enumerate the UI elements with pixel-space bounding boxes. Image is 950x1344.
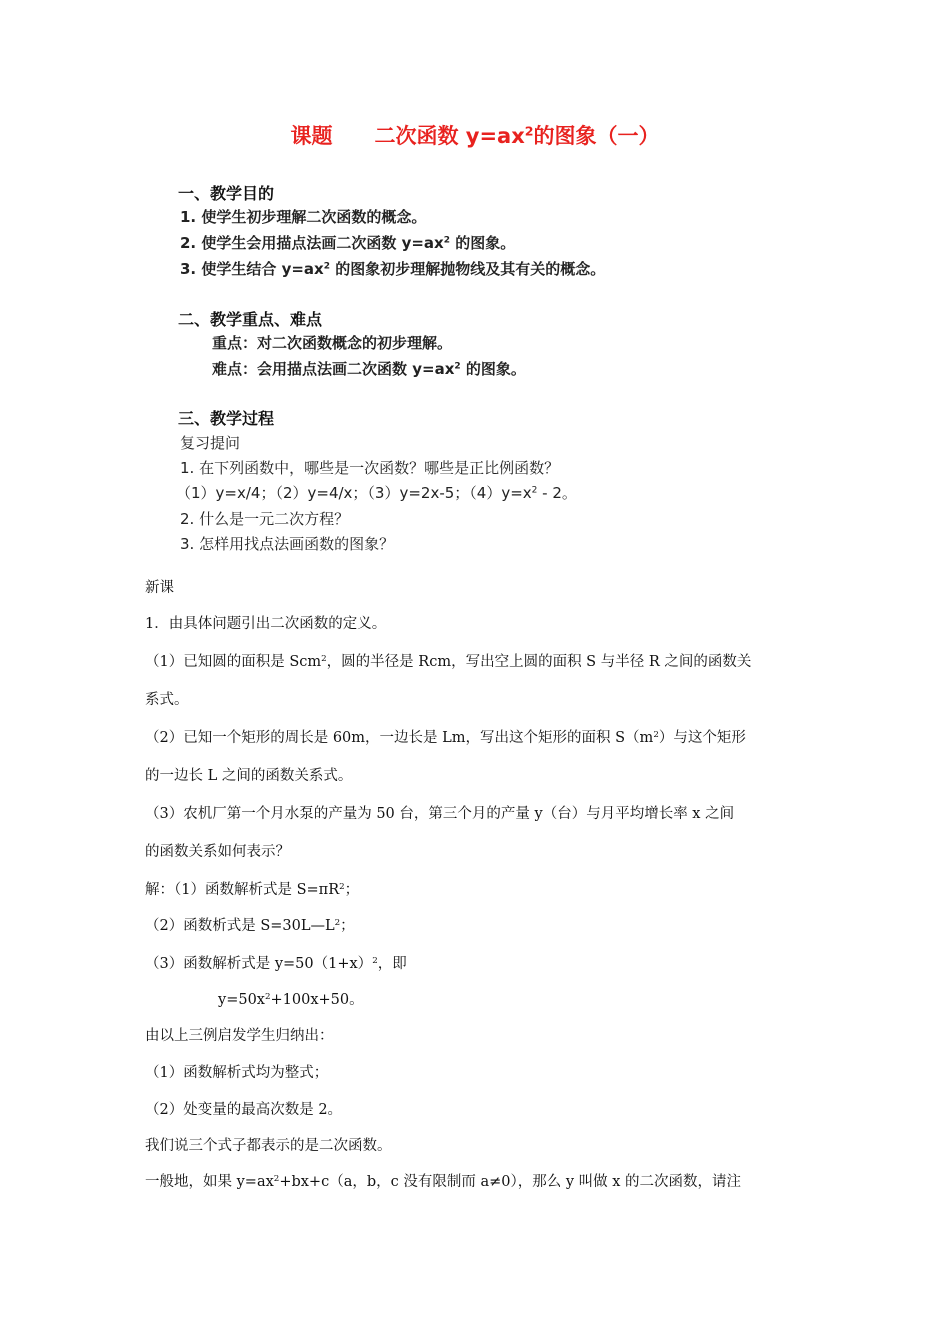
answer-2: （2）函数析式是 $S=30L—L^2$； — [145, 917, 355, 934]
answer-3-expanded: $y=50x^2+100x+50$。 — [218, 991, 364, 1008]
new-lesson-label: 新课 — [145, 580, 174, 596]
problem-1: （1）已知圆的面积是 Scm$^2$，圆的半径是 Rcm，写出空上圆的面积 S 与半径 R 之间的函数关 — [145, 653, 752, 670]
summary-point-1: （1）函数解析式均为整式； — [145, 1065, 329, 1081]
section1-item-3: 3. 使学生结合 $y=ax^2$ 的图象初步理解抛物线及其有关的概念。 — [180, 260, 606, 278]
problem-3-cont: 的函数关系如何表示？ — [145, 844, 290, 860]
answer-1: 解：（1）函数解析式是 $S=\pi R^2$； — [145, 881, 360, 898]
problem-1-cont: 系式。 — [145, 692, 189, 708]
difficult-point: 难点：会用描点法画二次函数 $y=ax^2$ 的图象。 — [212, 360, 526, 378]
definition: 一般地，如果 $y=ax^2+bx+c(a$，b，c 没有限制而 a≠0），那么 y 叫做 x 的二次函数，请注 — [145, 1173, 742, 1190]
summary-intro: 由以上三例启发学生归纳出： — [145, 1028, 334, 1044]
section2-heading: 二、教学重点、难点 — [178, 310, 323, 329]
answer-3: （3）函数解析式是 $y=50(1+x)^2$，即 — [145, 955, 407, 972]
section1-heading: 一、教学目的 — [178, 184, 275, 203]
key-point: 重点：对二次函数概念的初步理解。 — [212, 334, 453, 352]
section1-item-1: 1. 使学生初步理解二次函数的概念。 — [180, 208, 427, 226]
problem-3: （3）农机厂第一个月水泵的产量为 50 台，第三个月的产量 y（台）与月平均增长率 x 之间 — [145, 806, 735, 822]
review-title: 复习提问 — [180, 434, 241, 452]
section1-item-2: 2. 使学生会用描点法画二次函数 $y=ax^2$ 的图象。 — [180, 234, 516, 252]
review-question-1-options: （1）y=x/4；（2）y=4/x；（3）y=2x-5；$(4)y=x^2 - 2$。 — [176, 484, 577, 502]
section3-heading: 三、教学过程 — [178, 409, 275, 428]
page-title — [0, 120, 950, 150]
title-main: 二次函数 $y=ax^2$的图象（一） — [374, 123, 660, 148]
step-1: 1．由具体问题引出二次函数的定义。 — [145, 616, 387, 632]
review-question-3: 3. 怎样用找点法画函数的图象？ — [180, 535, 395, 553]
conclusion: 我们说三个式子都表示的是二次函数。 — [145, 1138, 392, 1154]
review-question-1: 1. 在下列函数中，哪些是一次函数？哪些是正比例函数？ — [180, 459, 560, 477]
problem-2: （2）已知一个矩形的周长是 60m，一边长是 Lm，写出这个矩形的面积 $S(m^2)$与这个矩形 — [145, 729, 746, 746]
review-question-2: 2. 什么是一元二次方程？ — [180, 510, 350, 528]
problem-2-cont: 的一边长 L 之间的函数关系式。 — [145, 768, 353, 784]
title-prefix: 课题 — [290, 124, 333, 148]
summary-point-2: （2）处变量的最高次数是 2。 — [145, 1102, 343, 1118]
